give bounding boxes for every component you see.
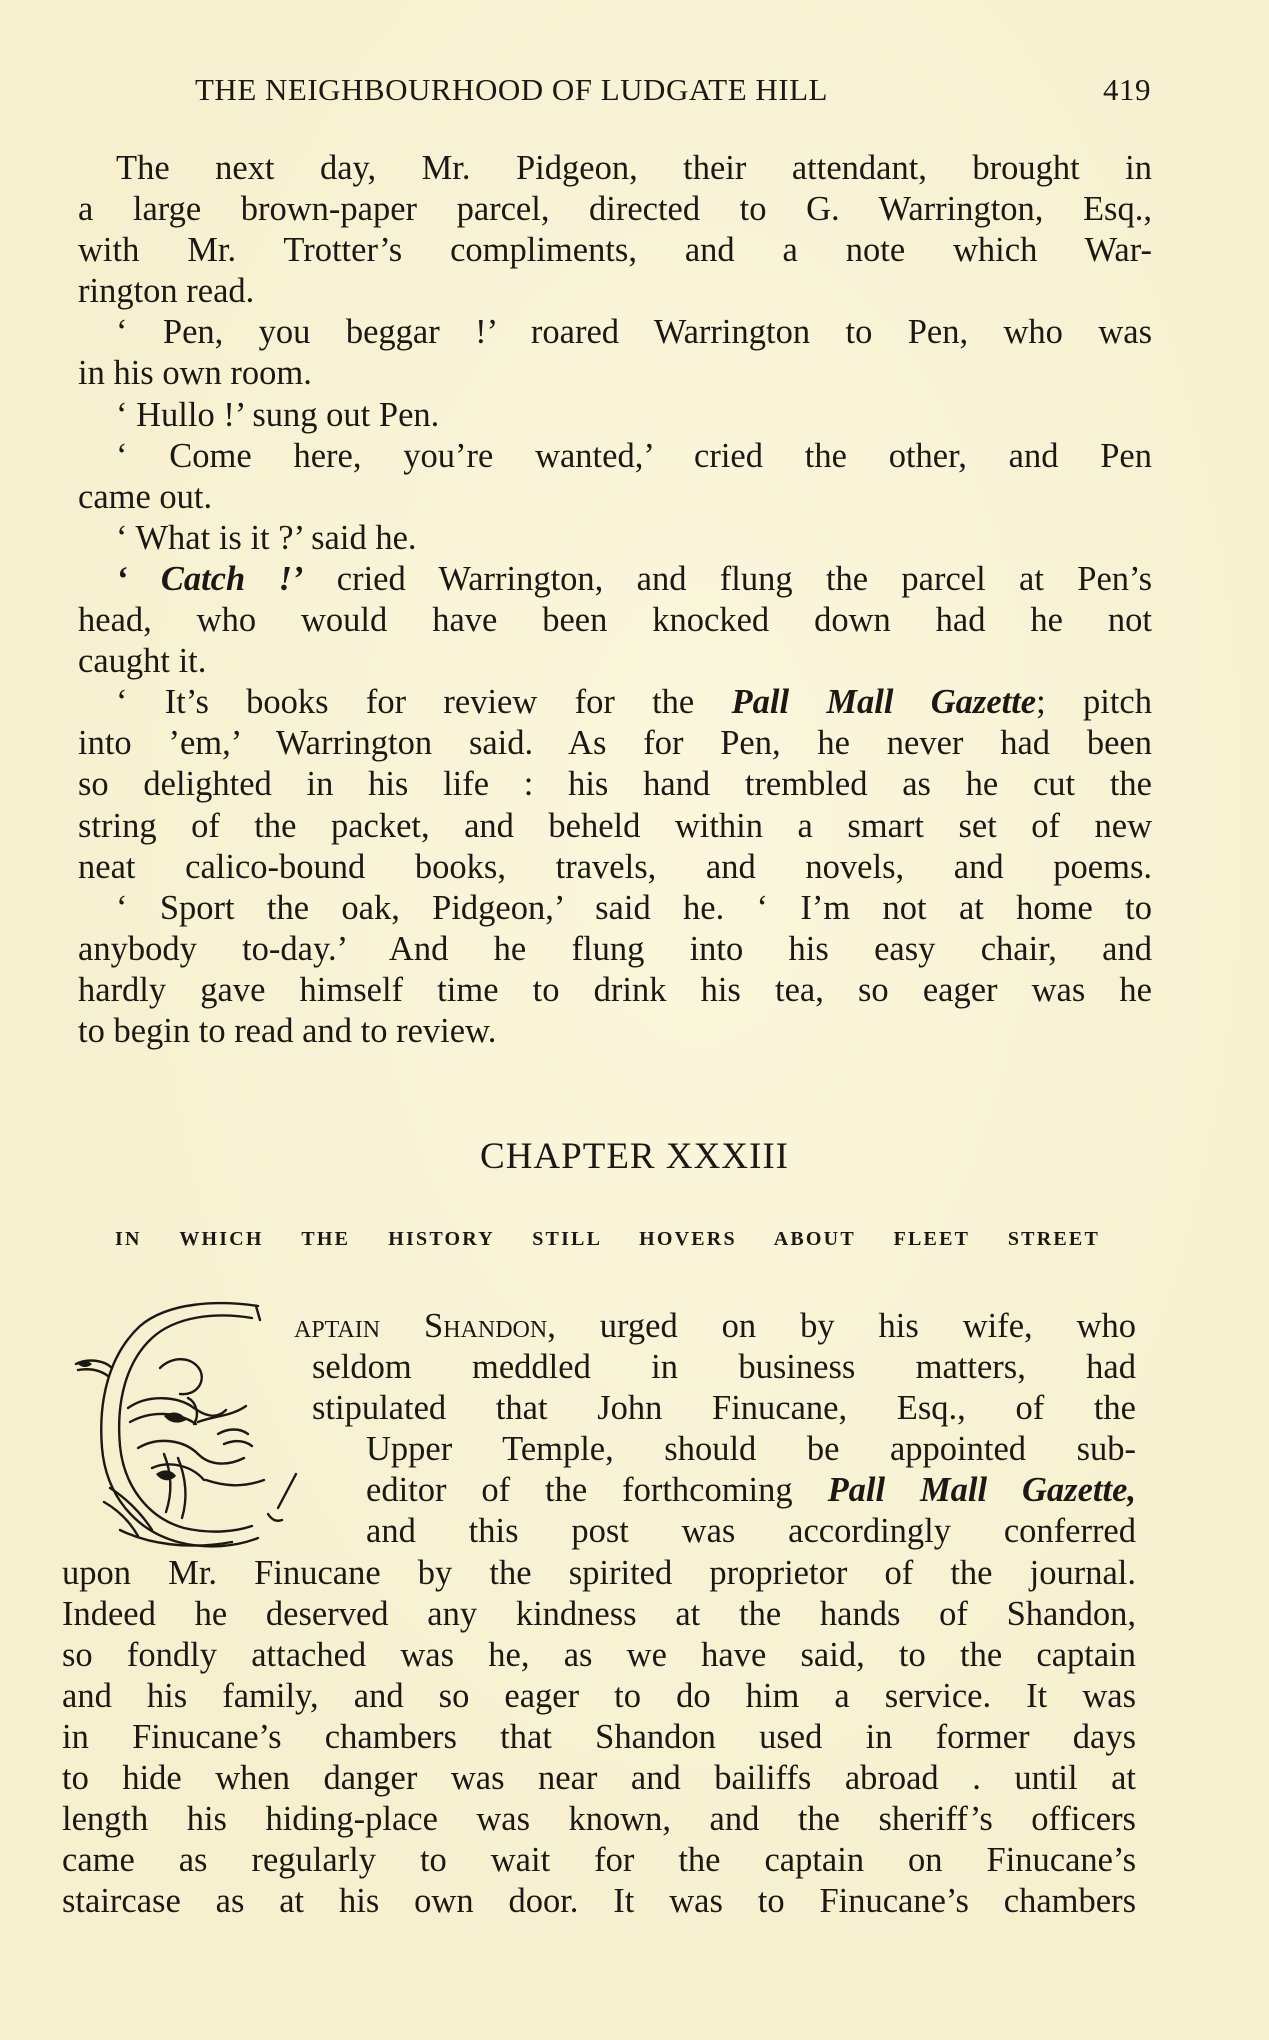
text-line: anybody to-day.’ And he flung into his easy chair, and (78, 929, 1152, 968)
chapter-opening (62, 1306, 1136, 1922)
text-line: Upper Temple, should be appointed sub- (366, 1430, 1136, 1469)
text-line: ‘ What is it ?’ said he. (116, 518, 417, 557)
text-line (62, 1470, 1136, 1511)
text-line: to hide when danger was near and bailiffs abroad . until at (62, 1759, 1136, 1798)
text-line: with Mr. Trotter’s compliments, and a note which War- (78, 231, 1152, 270)
text-line: ‘ Hullo !’ sung out Pen. (116, 395, 440, 434)
text-line: stipulated that John Finucane, Esq., of the (312, 1389, 1136, 1428)
text-line: and his family, and so eager to do him a service. It was (62, 1676, 1136, 1715)
text-line (62, 1306, 1136, 1347)
text-line: came as regularly to wait for the captain on Finucane’s (62, 1841, 1136, 1880)
text-line (78, 682, 1152, 723)
text-line: so delighted in his life : his hand trembled as he cut the (78, 765, 1152, 804)
text-line (78, 559, 1152, 600)
text-line: and this post was accordingly conferred (366, 1512, 1136, 1551)
text-line: neat calico-bound books, travels, and novels, and poems. (78, 847, 1152, 886)
text-line: string of the packet, and beheld within a smart set of new (78, 806, 1152, 845)
text-line: hardly gave himself time to drink his tea, so eager was he (78, 970, 1152, 1009)
italic-pall-mall: Pall Mall Gazette, (827, 1471, 1137, 1510)
text-line: into ’em,’ Warrington said. As for Pen, he never had been (78, 724, 1152, 763)
text-run: editor of the forthcoming (366, 1471, 793, 1510)
text-line: ‘ Pen, you beggar !’ roared Warrington to Pen, who was (116, 313, 1152, 352)
text-line: rington read. (78, 272, 255, 311)
text-line: to begin to read and to review. (78, 1011, 497, 1050)
text-line: length his hiding-place was known, and the sheriff’s officers (62, 1800, 1136, 1839)
chapter-heading: CHAPTER XXXIII (480, 1136, 789, 1177)
text-run: ; pitch (1036, 683, 1152, 722)
chapter-subtitle: IN WHICH THE HISTORY STILL HOVERS ABOUT FLEET STREET (115, 1228, 1100, 1250)
text-run: urged on by his wife, who (599, 1307, 1137, 1345)
text-line: ‘ Come here, you’re wanted,’ cried the other, and Pen (116, 436, 1152, 475)
italic-pall-mall: Pall Mall Gazette (731, 683, 1037, 722)
text-line: caught it. (78, 642, 207, 681)
text-line: The next day, Mr. Pidgeon, their attendant, brought in (116, 149, 1152, 187)
opening-passage (78, 148, 1152, 1052)
italic-catch: ‘ Catch !’ (116, 559, 304, 598)
text-line: upon Mr. Finucane by the spirited proprietor of the journal. (62, 1553, 1136, 1592)
text-line: a large brown-paper parcel, directed to G. Warrington, Esq., (78, 190, 1152, 229)
text-line: seldom meddled in business matters, had (312, 1348, 1136, 1387)
text-line: in his own room. (78, 354, 312, 393)
text-line: ‘ Sport the oak, Pidgeon,’ said he. ‘ I’m not at home to (116, 888, 1152, 927)
text-line: staircase as at his own door. It was to Finucane’s chambers (62, 1882, 1136, 1921)
text-line: so fondly attached was he, as we have said, to the captain (62, 1635, 1136, 1674)
text-line: head, who would have been knocked down had he not (78, 601, 1152, 640)
opening-smallcaps: aptain Shandon, (294, 1307, 556, 1345)
text-run: cried Warrington, and flung the parcel at Pen’s (336, 559, 1153, 598)
page-number: 419 (1103, 72, 1151, 107)
running-title: THE NEIGHBOURHOOD OF LUDGATE HILL (195, 72, 828, 107)
running-head (195, 72, 1151, 116)
text-line: came out. (78, 477, 213, 516)
text-line: Indeed he deserved any kindness at the hands of Shandon, (62, 1594, 1136, 1633)
text-line: in Finucane’s chambers that Shandon used in former days (62, 1717, 1136, 1756)
text-run: ‘ It’s books for review for the (116, 683, 695, 722)
